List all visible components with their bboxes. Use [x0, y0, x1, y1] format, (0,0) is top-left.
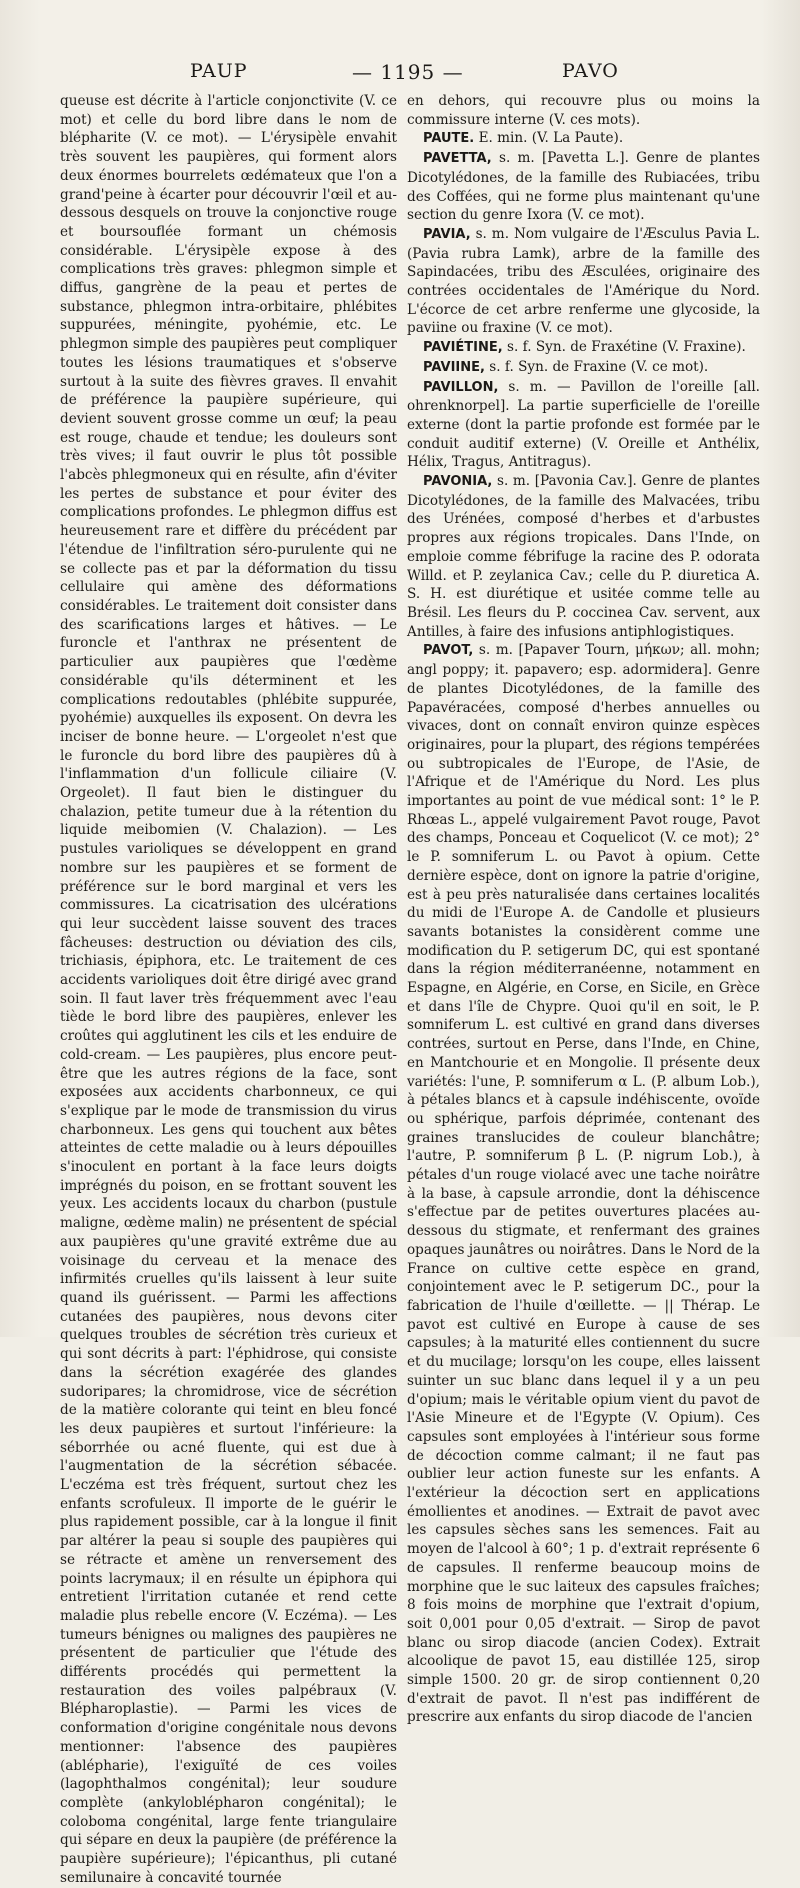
headword: PAVIINE, — [423, 359, 485, 375]
page-edge-shadow — [762, 0, 800, 1337]
headword: PAVETTA, — [423, 151, 492, 167]
headword: PAVIÉTINE, — [423, 340, 503, 356]
headword: PAVOT, — [423, 643, 474, 659]
entry-pavot: PAVOT, s. m. [Papaver Tourn, μήκων; all. mohn; angl poppy; it. papavero; esp. adormidera]. Genre de plantes Dicotylédones, de la famille des Papavéracées, composé d'herbes annuelles ou vivaces, dont on connaît environ quinze espèces originaires, pour la plupart, des régions tempérées ou subtropicales de l'Europe, de l'Asie, de l'Afrique et de l'Amérique du Nord. Les plus importantes au point de vue médical sont: 1° le P. Rhœas L., appelé vulgairement Pavot rouge, Pavot des champs, Ponceau et Coquelicot (V. ce mot); 2° le P. somniferum L. ou Pavot à opium. Cette dernière espèce, dont on ignore la patrie d'origine, est à peu près naturalisée dans certaines localités du midi de l'Europe A. de Candolle et plusieurs savants botanistes la considèrent comme une modification du P. setigerum DC, qui est spontané dans la région méditerranéenne, notamment en Espagne, en Algérie, en Corse, en Sicile, en Grèce et dans l'île de Chypre. Quoi qu'il en soit, le P. somniferum L. est cultivé en grand dans diverses contrées, surtout en Perse, dans l'Inde, en Chine, en Mantchourie et en Mongolie. Il présente deux variétés: l'une, P. somniferum α L. (P. album Lob.), à pétales blancs et à capsule indéhiscente, ovoïde ou sphérique, parfois déprimée, contenant des graines translucides de couleur blanchâtre; l'autre, P. somniferum β L. (P. nigrum Lob.), à pétales d'un rouge violacé avec une tache noirâtre à la base, à capsule arrondie, dont la déhiscence s'effectue par de petites ouvertures placées au-dessous du stigmate, et renfermant des graines opaques jaunâtres ou noirâtres. Dans le Nord de la France on cultive cette espèce en grand, conjointement avec le P. setigerum DC., pour la fabrication de l'huile d'œillette. — || Thérap. Le pavot est cultivé en Europe à cause de ses capsules; à la maturité elles contiennent du sucre et du mucilage; lorsqu'on les coupe, elles laissent suinter un suc blanc dans lequel il y a un peu d'opium; mais le véritable opium vient du pavot de l'Asie Mineure et de l'Egypte (V. Opium). Ces capsules sont employées à l'intérieur sous forme de décoction comme calmant; il ne faut pas oublier leur action funeste sur les enfants. A l'extérieur la décoction sert en applications émollientes et anodines. — Extrait de pavot avec les capsules sèches sans les semences. Fait au moyen de l'alcool à 60°; 1 p. d'extrait représente 6 de capsules. Il renferme beaucoup moins de morphine que le suc laiteux des capsules fraîches; 8 fois moins de morphine que l'extrait d'opium, soit 0,001 pour 0,05 d'extrait. — Sirop de pavot blanc ou sirop diacode (ancien Codex). Extrait alcoolique de pavot 15, eau distillée 125, sirop simple 1500. 20 gr. de sirop contiennent 0,20 d'extrait de pavot. Il n'est pas indifférent de prescrire aux enfants du sirop diacode de l'ancien — [407, 642, 760, 1726]
entry-paute: PAUTE. E. min. (V. La Paute). — [423, 130, 624, 147]
right-column — [407, 92, 760, 1726]
page-number: — 1195 — — [352, 60, 464, 84]
running-header — [120, 56, 760, 86]
headword: PAVIA, — [423, 226, 471, 242]
entry-paviine: PAVIINE, s. f. Syn. de Fraxine (V. ce mot). — [423, 358, 709, 375]
header-left: PAUP — [190, 60, 248, 82]
headword: PAVILLON, — [423, 379, 499, 395]
entry-continuation: en dehors, qui recouvre plus ou moins la commissure interne (V. ces mots). — [407, 93, 760, 128]
headword: PAUTE. — [423, 131, 475, 147]
header-right: PAVO — [562, 60, 619, 82]
entry-pavietine: PAVIÉTINE, s. f. Syn. de Fraxétine (V. Fraxine). — [423, 339, 746, 356]
entry-pavetta: PAVETTA, s. m. [Pavetta L.]. Genre de plantes Dicotylédones, de la famille des Rubiacées, tribu des Coffées, qui ne forme plus maintenant qu'une section du genre Ixora (V. ce mot). — [407, 150, 760, 224]
entry-pavia: PAVIA, s. m. Nom vulgaire de l'Æsculus Pavia L. (Pavia rubra Lamk), arbre de la famille des Sapindacées, tribu des Æsculées, originaire des contrées occidentales de l'Amérique du Nord. L'écorce de cet arbre renferme une glycoside, la paviine ou fraxine (V. ce mot). — [407, 225, 760, 337]
entry-pavillon: PAVILLON, s. m. — Pavillon de l'oreille [all. ohrenknorpel]. La partie superficielle de l'oreille externe (dont la partie profonde est formée par le conduit auditif externe) (V. Oreille et Anthélix, Hélix, Tragus, Antitragus). — [407, 378, 760, 471]
entry-pavonia: PAVONIA, s. m. [Pavonia Cav.]. Genre de plantes Dicotylédones, de la famille des Malvacées, tribu des Urénées, composé d'herbes et d'arbustes propres aux régions tropicales. Dans l'Inde, on emploie comme fébrifuge la racine des P. odorata Willd. et P. zeylanica Cav.; celle du P. diuretica A. S. H. est diurétique et usitée comme telle au Brésil. Les fleurs du P. coccinea Cav. servent, aux Antilles, à faire des infusions antiphlogistiques. — [407, 473, 760, 640]
headword: PAVONIA, — [423, 474, 493, 490]
paragraph: queuse est décrite à l'article conjonctivite (V. ce mot) et celle du bord libre dans le nom de blépharite (V. ce mot). — L'érysipèle envahit très souvent les paupières, qui forment alors deux énormes bourrelets œdémateux que l'on a grand'peine à écarter pour découvrir l'œil et au-dessous desquels on trouve la conjonctive rouge et boursouflée formant un chémosis considérable. L'érysipèle expose à des complications très graves: phlegmon simple et diffus, gangrène de la peau et pertes de substance, phlegmon intra-orbitaire, phlébites suppurées, méningite, pyohémie, etc. Le phlegmon simple des paupières peut compliquer toutes les lésions traumatiques et s'observe surtout à la suite des fièvres graves. Il envahit de préférence la paupière supérieure, qui devient souvent grosse comme un œuf; la peau est rouge, chaude et tendue; les douleurs sont très vives; il faut ouvrir le plus tôt possible l'abcès phlegmoneux qui en résulte, afin d'éviter les pertes de substance et pour éviter des complications profondes. Le phlegmon diffus est heureusement rare et diffère du précédent par l'étendue de l'infiltration séro-purulente qui ne se collecte pas et par la déformation du tissu cellulaire qui amène des déformations considérables. Le traitement doit consister dans des scarifications larges et hâtives. — Le furoncle et l'anthrax ne présentent de particulier aux paupières que l'œdème considérable qu'ils déterminent et les complications redoutables (phlébite suppurée, pyohémie) auxquelles ils exposent. On devra les inciser de bonne heure. — L'orgeolet n'est que le furoncle du bord libre des paupières dû à l'inflammation d'un follicule ciliaire (V. Orgeolet). Il faut bien le distinguer du chalazion, petite tumeur due à la rétention du liquide meibomien (V. Chalazion). — Les pustules varioliques se développent en grand nombre sur les paupières et se forment de préférence sur le bord marginal et vers les commissures. La cicatrisation des ulcérations qui leur succèdent laisse souvent des traces fâcheuses: destruction ou déviation des cils, trichiasis, épiphora, etc. Le traitement de ces accidents varioliques doit être dirigé avec grand soin. Il faut laver très fréquemment avec l'eau tiède le bord libre des paupières, enlever les croûtes qui agglutinent les cils et les enduire de cold-cream. — Les paupières, plus encore peut-être que les autres régions de la face, sont exposées aux accidents charbonneux, ce qui s'explique par le mode de transmission du virus charbonneux. Les gens qui touchent aux bêtes atteintes de cette maladie ou à leurs dépouilles s'inoculent en portant à la face leurs doigts imprégnés du poison, en se frottant souvent les yeux. Les accidents locaux du charbon (pustule maligne, œdème malin) ne présentent de spécial aux paupières qu'une gravité extrême due au voisinage du cerveau et la menace des infirmités cruelles qu'ils laissent à leur suite quand ils guérissent. — Parmi les affections cutanées des paupières, nous devons citer quelques troubles de sécrétion très curieux et qui sont décrits à part: l'éphidrose, qui consiste dans la sécrétion exagérée des glandes sudoripares; la chromidrose, vice de sécrétion de la matière colorante qui teint en bleu foncé les deux paupières et surtout l'inférieure: la séborrhée ou acné fluente, qui est due à l'augmentation de la sécrétion sébacée. L'eczéma est très fréquent, surtout chez les enfants scrofuleux. Il importe de le guérir le plus rapidement possible, car à la longue il finit par altérer la peau si souple des paupières qui se rétracte et amène un renversement des points lacrymaux; il en résulte un épiphora qui entretient l'irritation cutanée et rend cette maladie plus rebelle encore (V. Eczéma). — Les tumeurs bénignes ou malignes des paupières ne présentent de particulier que l'étude des différents procédés qui permettent la restauration des voiles palpébraux (V. Blépharoplastie). — Parmi les vices de conformation d'origine congénitale nous devons mentionner: l'absence des paupières (ablépharie), l'exiguïté de ces voiles (lagophthalmos congénital); leur soudure complète (ankyloblépharon congénital); le coloboma congénital, large fente triangulaire qui sépare en deux la paupière (de préférence la paupière supérieure); l'épicanthus, pli cutané semilunaire à concavité tournée — [60, 93, 397, 1886]
left-column — [60, 92, 397, 1886]
